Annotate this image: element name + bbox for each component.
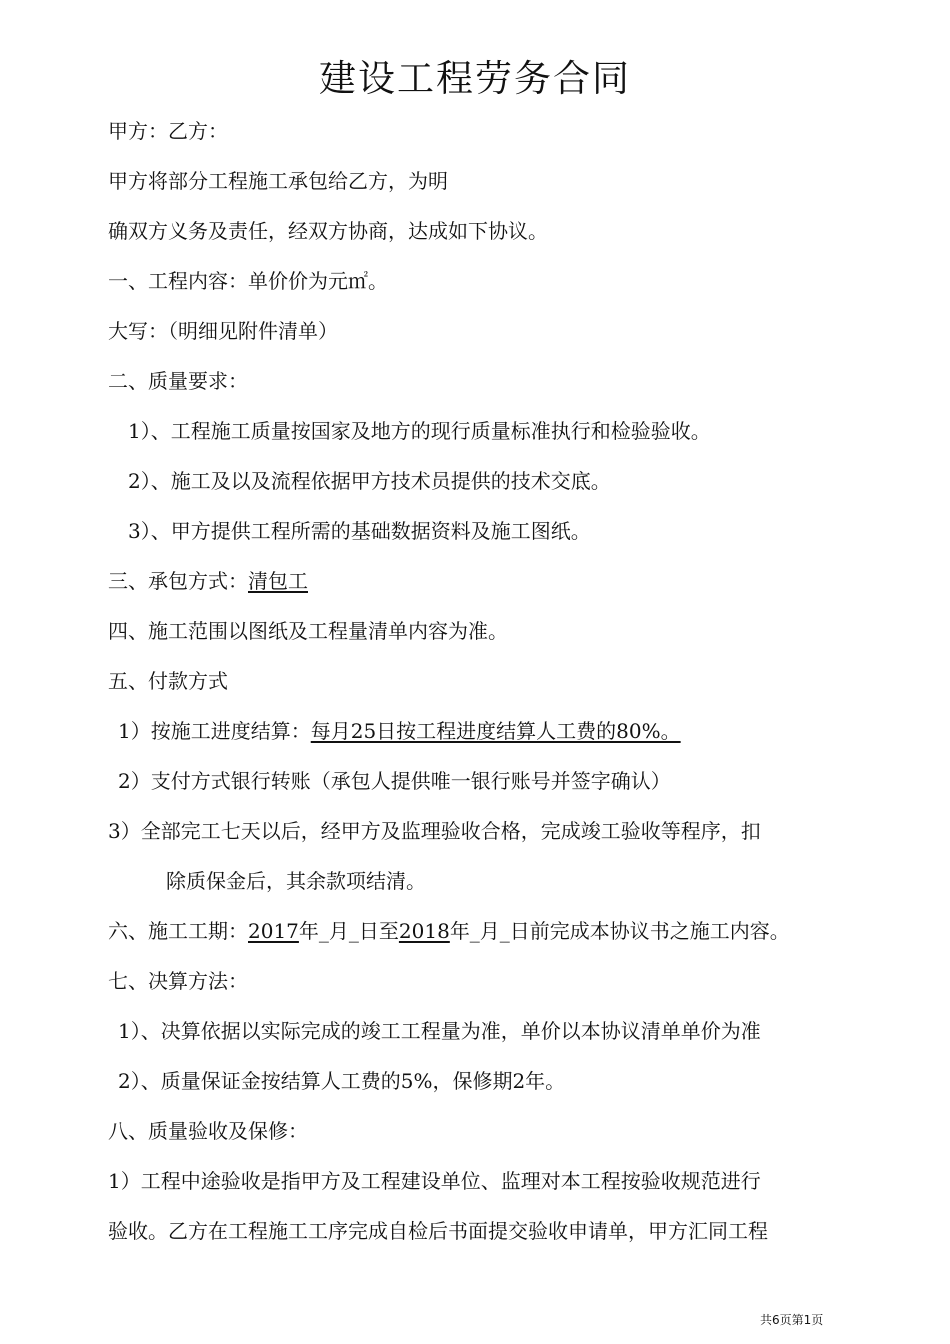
section-2-item-1: 1）、工程施工质量按国家及地方的现行质量标准执行和检验验收。 — [128, 419, 711, 443]
section-2-item-2: 2）、施工及以及流程依据甲方技术员提供的技术交底。 — [128, 469, 611, 493]
section-5-item-2: 2）支付方式银行转账（承包人提供唯一银行账号并签字确认） — [118, 769, 671, 793]
section-2-heading: 二、质量要求： — [108, 369, 248, 393]
section-3-label: 三、承包方式： — [108, 569, 248, 593]
section-1-heading: 一、工程内容：单价价为元㎡。 — [108, 269, 388, 293]
schedule-label: 六、施工工期： — [108, 919, 248, 943]
section-7-heading: 七、决算方法： — [108, 969, 248, 993]
payment-schedule-value: 每月25日按工程进度结算人工费的80%。 — [310, 719, 681, 743]
end-year: 2018 — [398, 919, 450, 943]
intro-line-2: 确双方义务及责任，经双方协商，达成如下协议。 — [108, 219, 548, 243]
section-7-item-1: 1）、决算依据以实际完成的竣工工程量为准，单价以本协议清单单价为准 — [118, 1019, 761, 1043]
contract-title: 建设工程劳务合同 — [319, 57, 631, 100]
start-year: 2017 — [248, 919, 299, 943]
parties-line: 甲方：乙方： — [108, 119, 228, 143]
contract-type-value: 清包工 — [248, 569, 308, 593]
intro-line-1: 甲方将部分工程施工承包给乙方，为明 — [108, 169, 448, 193]
page-number: 共6页第1页 — [760, 1313, 824, 1327]
section-6-line — [108, 916, 790, 946]
section-2-item-3: 3）、甲方提供工程所需的基础数据资料及施工图纸。 — [128, 519, 591, 543]
section-8-item-1b: 验收。乙方在工程施工工序完成自检后书面提交验收申请单，甲方汇同工程 — [108, 1219, 768, 1243]
schedule-suffix: 年_月_日前完成本协议书之施工内容。 — [449, 919, 790, 943]
section-5-item-3a: 3）全部完工七天以后，经甲方及监理验收合格，完成竣工验收等程序，扣 — [108, 819, 761, 843]
payment-schedule-label: 1）按施工进度结算： — [118, 719, 311, 743]
section-7-item-2: 2）、质量保证金按结算人工费的5%，保修期2年。 — [118, 1069, 566, 1093]
section-8-item-1a: 1）工程中途验收是指甲方及工程建设单位、监理对本工程按验收规范进行 — [108, 1169, 761, 1193]
section-5-heading: 五、付款方式 — [108, 669, 228, 693]
section-5-item-1 — [118, 716, 681, 746]
section-4-line: 四、施工范围以图纸及工程量清单内容为准。 — [108, 619, 508, 643]
section-8-heading: 八、质量验收及保修： — [108, 1119, 308, 1143]
section-1-daxie: 大写：（明细见附件清单） — [108, 319, 338, 343]
schedule-mid: 年_月_日至 — [298, 919, 399, 943]
section-3-line — [108, 566, 308, 596]
section-5-item-3b: 除质保金后，其余款项结清。 — [166, 869, 426, 893]
